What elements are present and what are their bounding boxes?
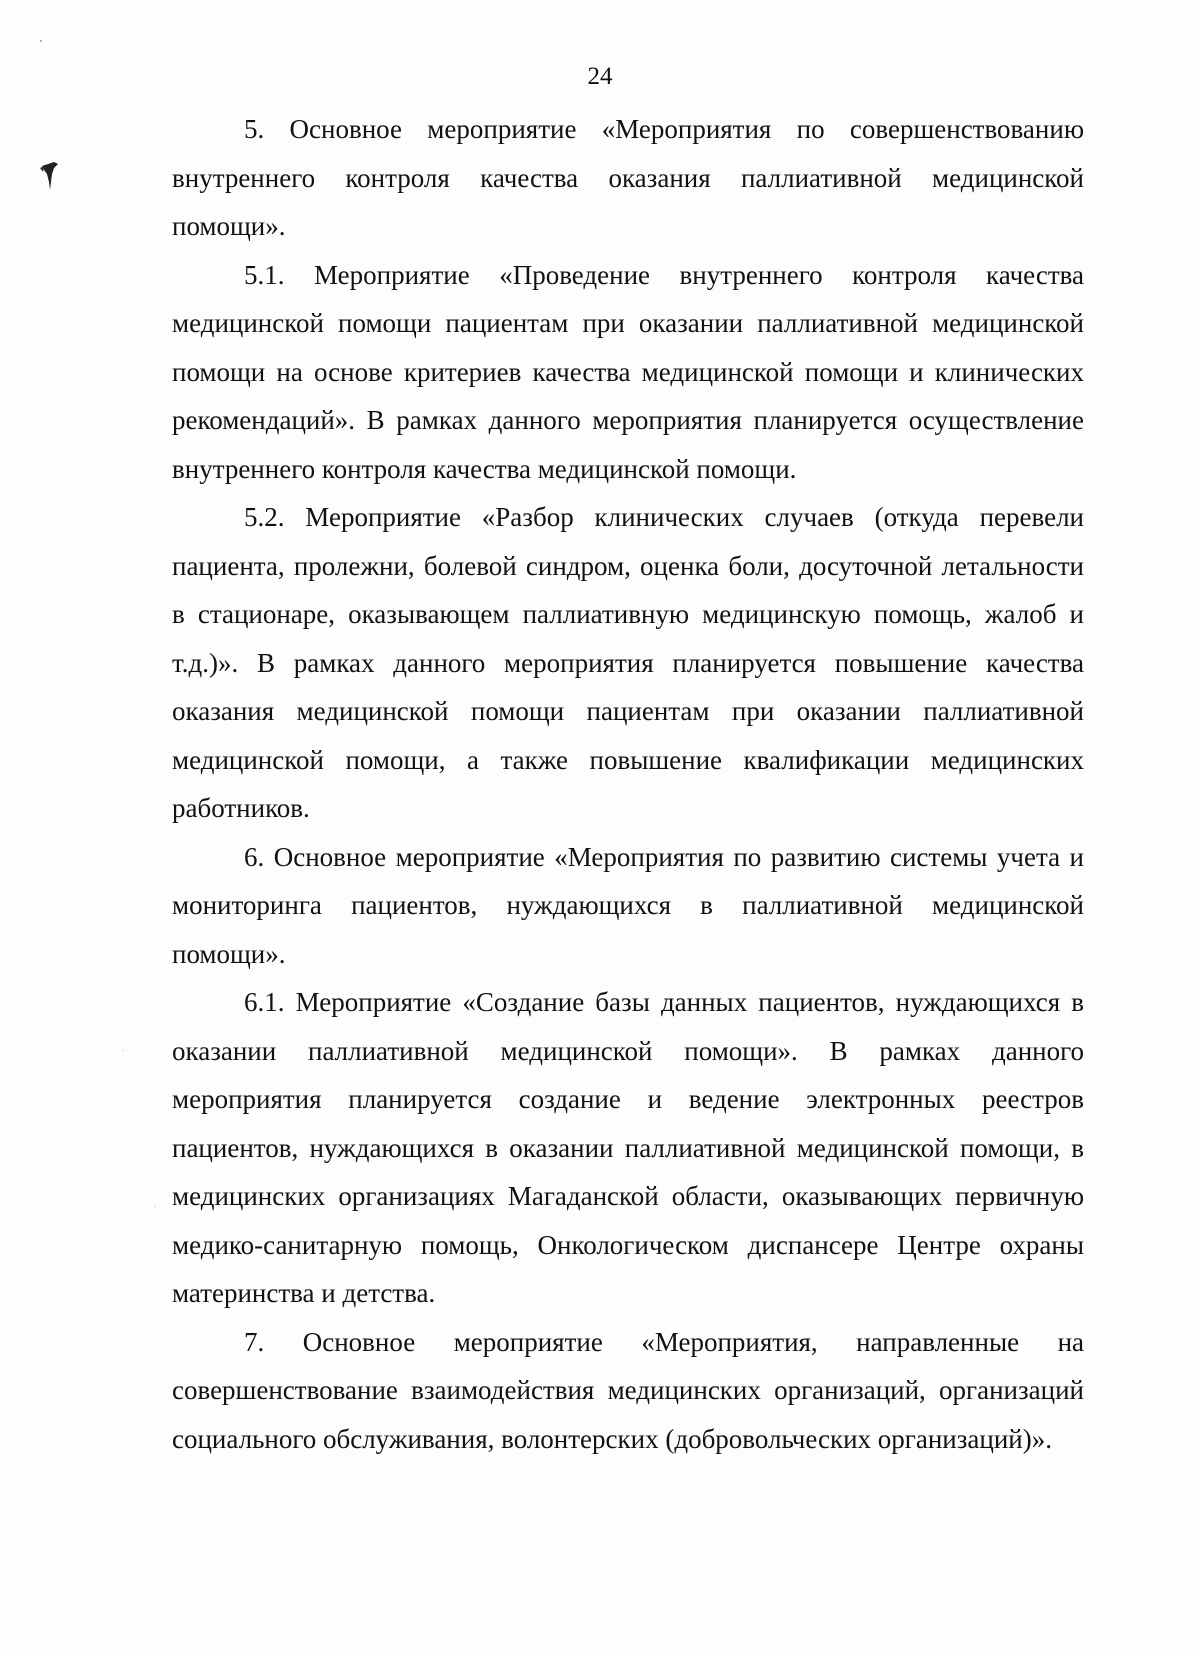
document-body	[172, 105, 1084, 1463]
scan-artifact-line	[122, 1050, 124, 1051]
paragraph-6: 6. Основное мероприятие «Мероприятия по развитию системы учета и мониторинга пациентов, нуждающихся в паллиативной медицинской помощи».	[172, 841, 1084, 969]
page-number: 24	[587, 63, 613, 90]
paragraph-7: 7. Основное мероприятие «Мероприятия, направленные на совершенствование взаимодействия медицинских организаций, организаций социального обслуживания, волонтерских (добровольческих организаций)».	[172, 1326, 1084, 1454]
scan-artifact-line	[154, 1206, 156, 1207]
paragraph-6-1: 6.1. Мероприятие «Создание базы данных пациентов, нуждающихся в оказании паллиативной медицинской помощи». В рамках данного мероприятия планируется создание и ведение электронных реестров пациентов, нуждающихся в оказании паллиативной медицинской помощи, в медицинских организациях Магаданской области, оказывающих первичную медико-санитарную помощь, Онкологическом диспансере Центре охраны материнства и детства.	[172, 987, 1084, 1308]
paragraph-5: 5. Основное мероприятие «Мероприятия по совершенствованию внутреннего контроля качества оказания паллиативной медицинской помощи».	[172, 114, 1084, 241]
paragraph-5-1: 5.1. Мероприятие «Проведение внутреннего контроля качества медицинской помощи пациентам при оказании паллиативной медицинской помощи на основе критериев качества медицинской помощи и клинических рекомендаций». В рамках данного мероприятия планируется осуществление внутреннего контроля качества медицинской помощи.	[172, 259, 1084, 484]
paragraph-5-2: 5.2. Мероприятие «Разбор клинических случаев (откуда перевели пациента, пролежни, болевой синдром, оценка боли, досуточной летальности в стационаре, оказывающем паллиативную медицинскую помощь, жалоб и т.д.)». В рамках данного мероприятия планируется повышение качества оказания медицинской помощи пациентам при оказании паллиативной медицинской помощи, а также повышение квалификации медицинских работников.	[172, 502, 1084, 823]
punch-hole-mark-icon	[38, 160, 62, 194]
scan-speck	[40, 40, 42, 42]
